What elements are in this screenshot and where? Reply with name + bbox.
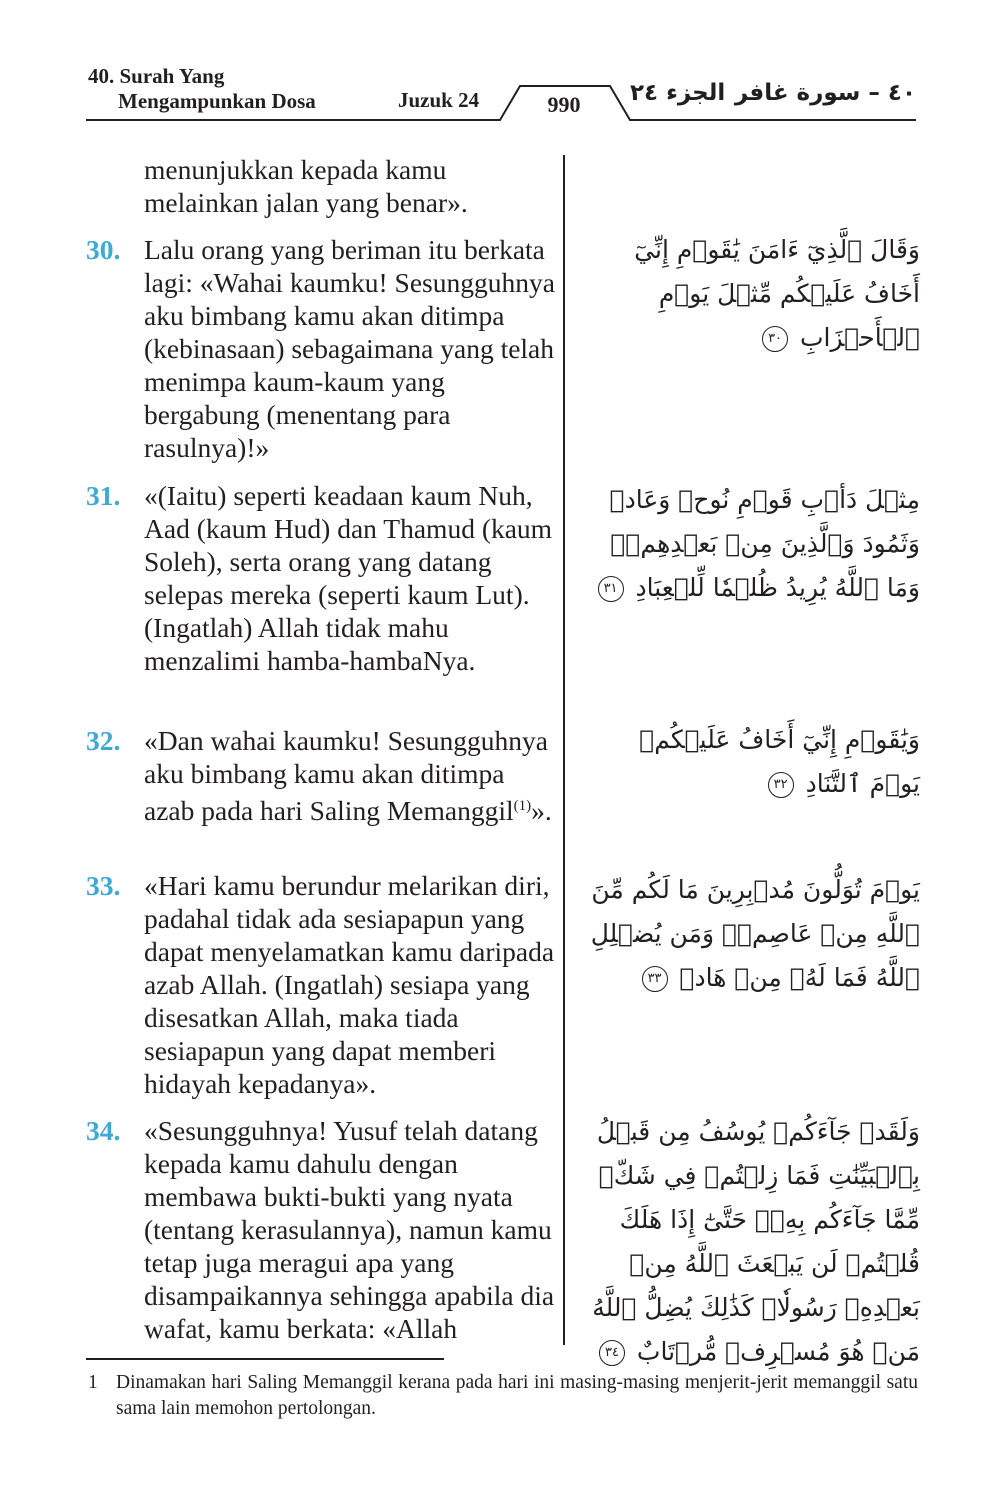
verse-31-arabic (590, 478, 920, 610)
verse-end-marker: ٣٤ (599, 1340, 625, 1366)
footnote-number: 1 (88, 1372, 98, 1393)
verse-text: «(Iaitu) seperti keadaan kaum Nuh, Aad (kaum Hud) dan Thamud (kaum Soleh), serta orang yang datang selepas mereka (seperti kaum Lut). (Ingatlah) Allah tidak mahu menzalimi hamba-hambaNya. (144, 480, 553, 676)
verse-number: 31. (86, 480, 121, 511)
verse-33-arabic (590, 868, 920, 1000)
footnote-reference[interactable]: (1) (513, 798, 532, 814)
verse-30-arabic (590, 228, 920, 360)
verse-32-translation (86, 724, 556, 827)
verse-34-arabic (590, 1110, 920, 1374)
arabic-text: وَقَالَ ٱلَّذِيٓ ءَامَنَ يَٰقَوۡمِ إِنِّيٓ أَخَافُ عَلَيۡكُم مِّثۡلَ يَوۡمِ ٱلۡأَحۡزَابِ (634, 235, 920, 352)
footnote-rule (86, 1358, 444, 1360)
verse-text: «Hari kamu berundur melarikan diri, padahal tidak ada sesiapapun yang dapat menyelamatkan kamu daripada azab Allah. (Ingatlah) sesiapa yang disesatkan Allah, maka tiada sesiapapun yang dapat memberi hidayah kepadanya». (144, 870, 555, 1099)
arabic-text: وَلَقَدۡ جَآءَكُمۡ يُوسُفُ مِن قَبۡلُ بِٱلۡبَيِّنَٰتِ فَمَا زِلۡتُمۡ فِي شَكّٖ مِّمَّا جَآءَكُم بِهِۦۖ حَتَّىٰٓ إِذَا هَلَكَ قُلۡتُمۡ لَن يَبۡعَثَ ٱللَّهُ مِنۢ بَعۡدِهِۦ رَسُولٗاۚ كَذَٰلِكَ يُضِلُّ ٱللَّهُ مَنۡ هُوَ مُسۡرِفٞ مُّرۡتَابٌ (592, 1117, 920, 1366)
intro-text: menunjukkan kepada kamu melainkan jalan yang benar». (144, 154, 468, 218)
verse-number: 32. (86, 725, 121, 756)
footnote-text: Dinamakan hari Saling Memanggil kerana pada hari ini masing-masing menjerit-jerit memanggil satu sama lain memohon pertolongan. (116, 1372, 918, 1419)
verse-33-translation (86, 869, 556, 1100)
verse-text (144, 724, 556, 827)
juzuk-label: Juzuk 24 (398, 88, 480, 112)
verse-34-translation (86, 1114, 556, 1345)
verse-31-translation (86, 479, 556, 677)
header-rule (0, 0, 1000, 130)
verse-text-main: «Dan wahai kaumku! Sesungguhnya aku bimbang kamu akan ditimpa azab pada hari Saling Memanggil (144, 725, 549, 827)
intro-text-block (86, 153, 556, 219)
surah-title-line1: 40. Surah Yang (88, 64, 225, 88)
arabic-text: يَوۡمَ تُوَلُّونَ مُدۡبِرِينَ مَا لَكُم مِّنَ ٱللَّهِ مِنۡ عَاصِمٖۗ وَمَن يُضۡلِلِ ٱللَّهُ فَمَا لَهُۥ مِنۡ هَادٖ (590, 875, 920, 992)
verse-text-end: ». (531, 795, 552, 827)
verse-number: 30. (86, 234, 121, 265)
verse-number: 34. (86, 1115, 121, 1146)
verse-text: Lalu orang yang beriman itu berkata lagi: «Wahai kaumku! Sesungguhnya aku bimbang kamu akan ditimpa (kebinasaan) sebagaimana yang telah menimpa kaum-kaum yang bergabung (menentang para rasulnya)!» (144, 234, 555, 463)
arabic-text: مِثۡلَ دَأۡبِ قَوۡمِ نُوحٖ وَعَادٖ وَثَمُودَ وَٱلَّذِينَ مِنۢ بَعۡدِهِمۡۚ وَمَا ٱللَّهُ يُرِيدُ ظُلۡمٗا لِّلۡعِبَادِ (609, 485, 920, 602)
arabic-text: وَيَٰقَوۡمِ إِنِّيٓ أَخَافُ عَلَيۡكُمۡ يَوۡمَ ٱلتَّنَادِ (639, 725, 920, 798)
arabic-juz-label: الجزء ٢٤ (630, 80, 726, 106)
verse-end-marker: ٣١ (598, 576, 624, 602)
footnote (88, 1370, 918, 1422)
column-divider (563, 155, 565, 1345)
verse-end-marker: ٣٣ (642, 966, 668, 992)
verse-text: «Sesungguhnya! Yusuf telah datang kepada kamu dahulu dengan membawa bukti-bukti yang nyata (tentang kerasulannya), namun kamu tetap juga meragui apa yang disampaikannya sehingga apabila dia wafat, kamu berkata: «Allah (144, 1115, 555, 1344)
page-number: 990 (547, 92, 581, 117)
verse-end-marker: ٣٢ (768, 772, 794, 798)
verse-30-translation (86, 233, 556, 464)
verse-number: 33. (86, 870, 121, 901)
verse-end-marker: ٣٠ (762, 326, 788, 352)
surah-title-line2: Mengampunkan Dosa (118, 89, 316, 113)
verse-32-arabic (590, 718, 920, 806)
arabic-surah-title: ٤٠ – سورة غافر (734, 80, 916, 106)
